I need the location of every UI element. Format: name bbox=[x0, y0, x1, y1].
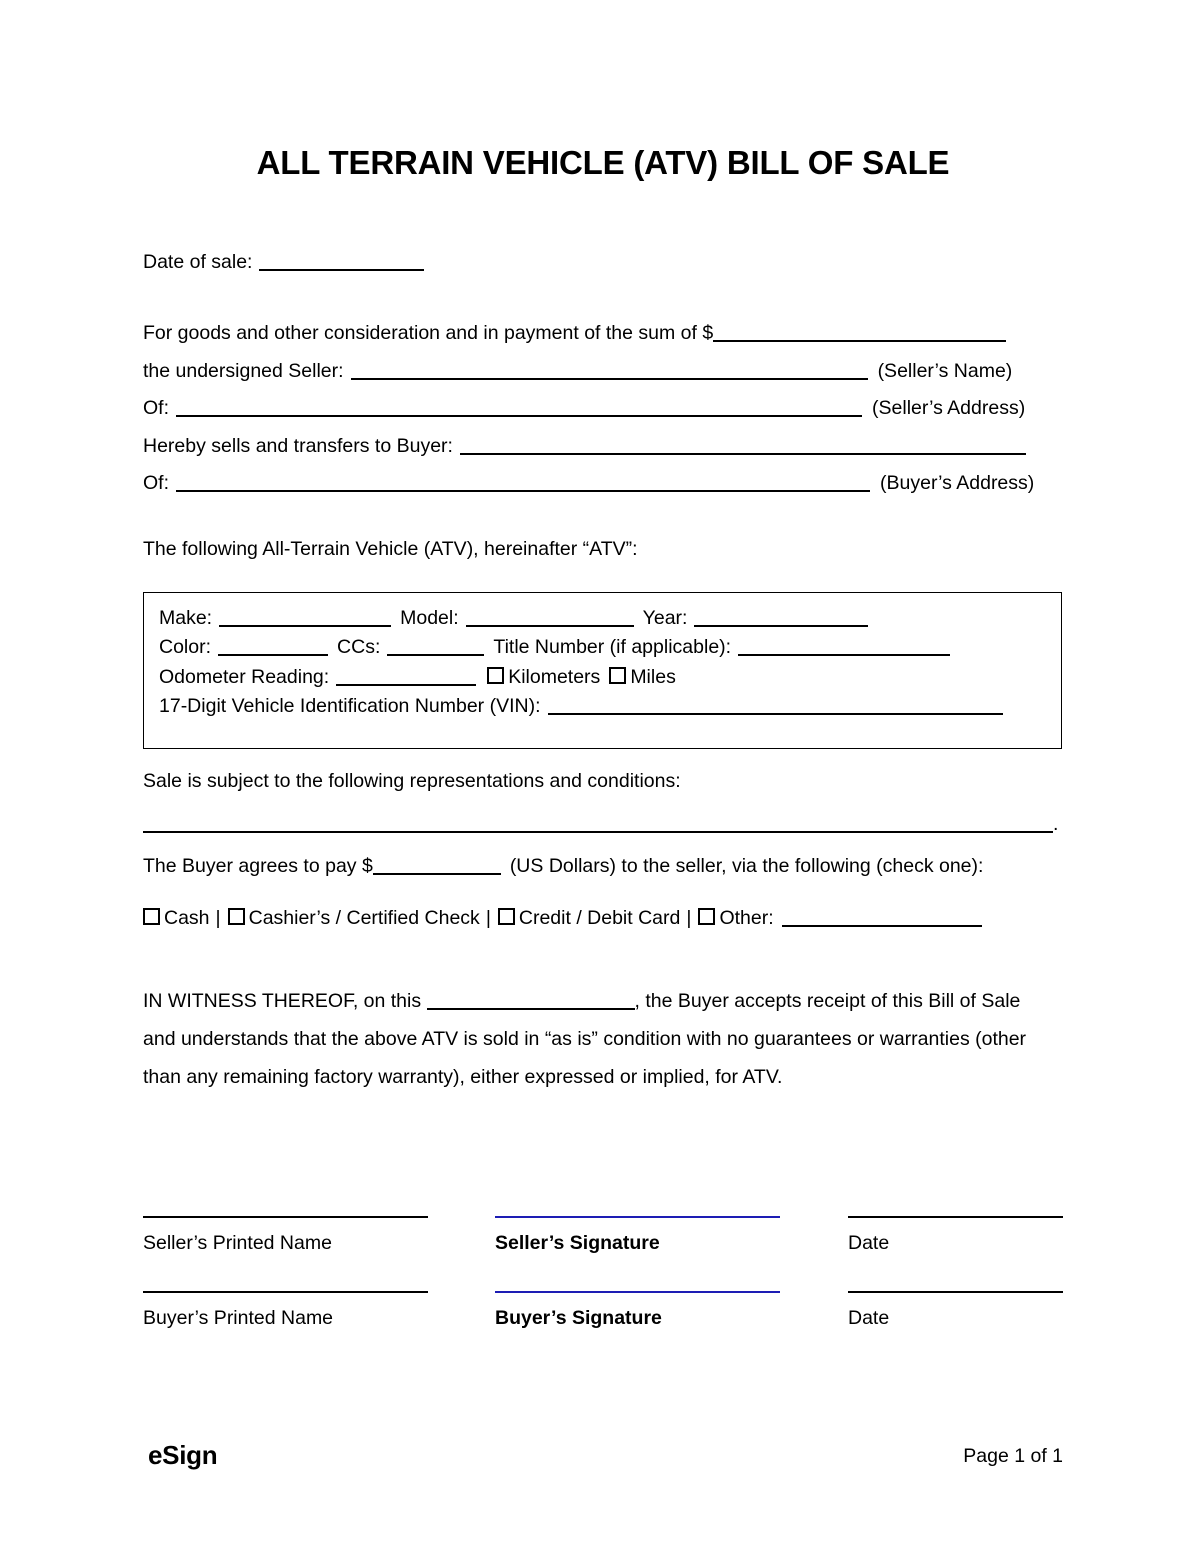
page-title: ALL TERRAIN VEHICLE (ATV) BILL OF SALE bbox=[256, 144, 950, 181]
date-of-sale-input[interactable] bbox=[259, 254, 424, 271]
seller-address-note: (Seller’s Address) bbox=[872, 397, 1026, 419]
make-input[interactable] bbox=[219, 611, 391, 627]
seller-date-label: Date bbox=[848, 1232, 890, 1254]
miles-label: Miles bbox=[630, 666, 676, 688]
buyer-date-label: Date bbox=[848, 1307, 890, 1329]
seller-printed-name-rule[interactable] bbox=[143, 1216, 428, 1218]
buyer-address-input[interactable] bbox=[176, 475, 870, 492]
atv-intro-text: The following All-Terrain Vehicle (ATV), hereinafter “ATV”: bbox=[143, 538, 638, 560]
seller-address-label: Of: bbox=[143, 397, 170, 419]
payment-separator-3: | bbox=[686, 907, 692, 929]
payment-method-cash-checkbox[interactable] bbox=[143, 908, 160, 925]
odometer-input[interactable] bbox=[336, 670, 476, 686]
sum-row bbox=[143, 324, 1034, 344]
buyer-printed-name-rule[interactable] bbox=[143, 1291, 428, 1293]
kilometers-label: Kilometers bbox=[508, 666, 601, 688]
buyer-printed-name-label: Buyer’s Printed Name bbox=[143, 1307, 334, 1329]
payment-method-cashiers-check-label: Cashier’s / Certified Check bbox=[248, 907, 480, 929]
payment-separator-1: | bbox=[215, 907, 221, 929]
conditions-rule-row bbox=[143, 813, 1059, 835]
vin-input[interactable] bbox=[548, 699, 1003, 715]
buyer-address-label: Of: bbox=[143, 472, 170, 494]
vin-row bbox=[159, 697, 1061, 717]
seller-name-row bbox=[143, 359, 1034, 382]
ccs-label: CCs: bbox=[337, 636, 381, 658]
atv-intro-row bbox=[143, 540, 638, 560]
date-of-sale-line bbox=[143, 253, 424, 273]
buyer-address-note: (Buyer’s Address) bbox=[880, 472, 1035, 494]
buyer-signature-label: Buyer’s Signature bbox=[495, 1307, 662, 1329]
signature-grid bbox=[143, 1216, 1063, 1366]
seller-address-row bbox=[143, 399, 1034, 419]
date-of-sale-label: Date of sale: bbox=[143, 251, 253, 273]
odometer-label: Odometer Reading: bbox=[159, 666, 330, 688]
buyer-date-cell bbox=[848, 1291, 1063, 1330]
conditions-input[interactable] bbox=[143, 816, 1053, 833]
payment-separator-2: | bbox=[485, 907, 491, 929]
page-footer bbox=[143, 1440, 1063, 1480]
payment-method-other-label: Other: bbox=[719, 907, 774, 929]
witness-text-part2: , the Buyer accepts receipt of this Bill of Sale and understands that the above ATV is sold in “as is” condition with no guarantees or warranties (other than any remaining factory warranty), either expressed or implied, for ATV. bbox=[143, 990, 1027, 1088]
ccs-input[interactable] bbox=[387, 640, 484, 656]
buyer-name-row bbox=[143, 434, 1034, 457]
seller-signature-rule[interactable] bbox=[495, 1216, 780, 1218]
seller-signature-cell bbox=[495, 1216, 780, 1255]
payment-amount-input[interactable] bbox=[373, 858, 501, 875]
conditions-row bbox=[143, 772, 681, 792]
buyer-name-label: Hereby sells and transfers to Buyer: bbox=[143, 434, 453, 457]
witness-paragraph bbox=[143, 982, 1043, 1096]
page-number: Page 1 of 1 bbox=[963, 1445, 1063, 1467]
seller-address-input[interactable] bbox=[176, 400, 862, 417]
buyer-date-rule[interactable] bbox=[848, 1291, 1063, 1293]
buyer-name-input[interactable] bbox=[460, 438, 1026, 455]
year-input[interactable] bbox=[694, 611, 868, 627]
payment-method-cashiers-check-checkbox[interactable] bbox=[228, 908, 245, 925]
color-label: Color: bbox=[159, 636, 212, 658]
esign-logo: eSign bbox=[148, 1440, 218, 1470]
atv-details-box bbox=[143, 592, 1062, 749]
seller-signature-label: Seller’s Signature bbox=[495, 1232, 660, 1254]
payment-amount-label: The Buyer agrees to pay $ bbox=[143, 855, 373, 877]
payment-amount-row bbox=[143, 857, 983, 877]
make-label: Make: bbox=[159, 607, 213, 629]
title-number-input[interactable] bbox=[738, 640, 950, 656]
buyer-printed-name-cell bbox=[143, 1291, 428, 1330]
payment-method-credit-card-checkbox[interactable] bbox=[498, 908, 515, 925]
make-model-year-row bbox=[159, 609, 1061, 629]
buyer-signature-rule[interactable] bbox=[495, 1291, 780, 1293]
witness-block bbox=[143, 982, 1043, 1096]
witness-date-input[interactable] bbox=[427, 993, 635, 1010]
miles-checkbox[interactable] bbox=[609, 667, 626, 684]
payment-amount-suffix: (US Dollars) to the seller, via the following (check one): bbox=[509, 855, 984, 877]
atv-details-inner bbox=[144, 593, 1061, 717]
seller-printed-name-cell bbox=[143, 1216, 428, 1255]
color-ccs-title-row bbox=[159, 638, 1061, 658]
witness-text-part1: IN WITNESS THEREOF, on this bbox=[143, 990, 427, 1012]
date-of-sale-row bbox=[143, 253, 424, 273]
seller-name-input[interactable] bbox=[351, 363, 868, 380]
vin-label: 17-Digit Vehicle Identification Number (VIN): bbox=[159, 695, 541, 717]
payment-method-other-checkbox[interactable] bbox=[698, 908, 715, 925]
payment-method-credit-card-label: Credit / Debit Card bbox=[518, 907, 681, 929]
sum-input[interactable] bbox=[713, 325, 1006, 342]
seller-name-label: the undersigned Seller: bbox=[143, 359, 344, 382]
signature-row-seller bbox=[143, 1216, 1063, 1291]
color-input[interactable] bbox=[218, 640, 328, 656]
payment-amount-line bbox=[143, 857, 983, 877]
document-body bbox=[143, 0, 1063, 1470]
odometer-row bbox=[159, 667, 1061, 688]
consideration-block bbox=[143, 324, 1034, 494]
conditions-heading: Sale is subject to the following representations and conditions: bbox=[143, 770, 681, 792]
model-label: Model: bbox=[400, 607, 459, 629]
payment-method-cash-label: Cash bbox=[164, 907, 210, 929]
payment-methods-line bbox=[143, 908, 982, 929]
seller-date-rule[interactable] bbox=[848, 1216, 1063, 1218]
seller-name-note: (Seller’s Name) bbox=[877, 359, 1013, 382]
payment-method-other-input[interactable] bbox=[782, 910, 982, 927]
year-label: Year: bbox=[642, 607, 688, 629]
conditions-period: . bbox=[1053, 813, 1059, 835]
signature-row-buyer bbox=[143, 1291, 1063, 1366]
buyer-signature-cell bbox=[495, 1291, 780, 1330]
kilometers-checkbox[interactable] bbox=[487, 667, 504, 684]
sum-label: For goods and other consideration and in payment of the sum of $ bbox=[143, 322, 714, 344]
title-number-label: Title Number (if applicable): bbox=[493, 636, 732, 658]
model-input[interactable] bbox=[466, 611, 634, 627]
seller-printed-name-label: Seller’s Printed Name bbox=[143, 1232, 332, 1254]
payment-methods-row bbox=[143, 908, 982, 929]
buyer-address-row bbox=[143, 474, 1034, 494]
seller-date-cell bbox=[848, 1216, 1063, 1255]
